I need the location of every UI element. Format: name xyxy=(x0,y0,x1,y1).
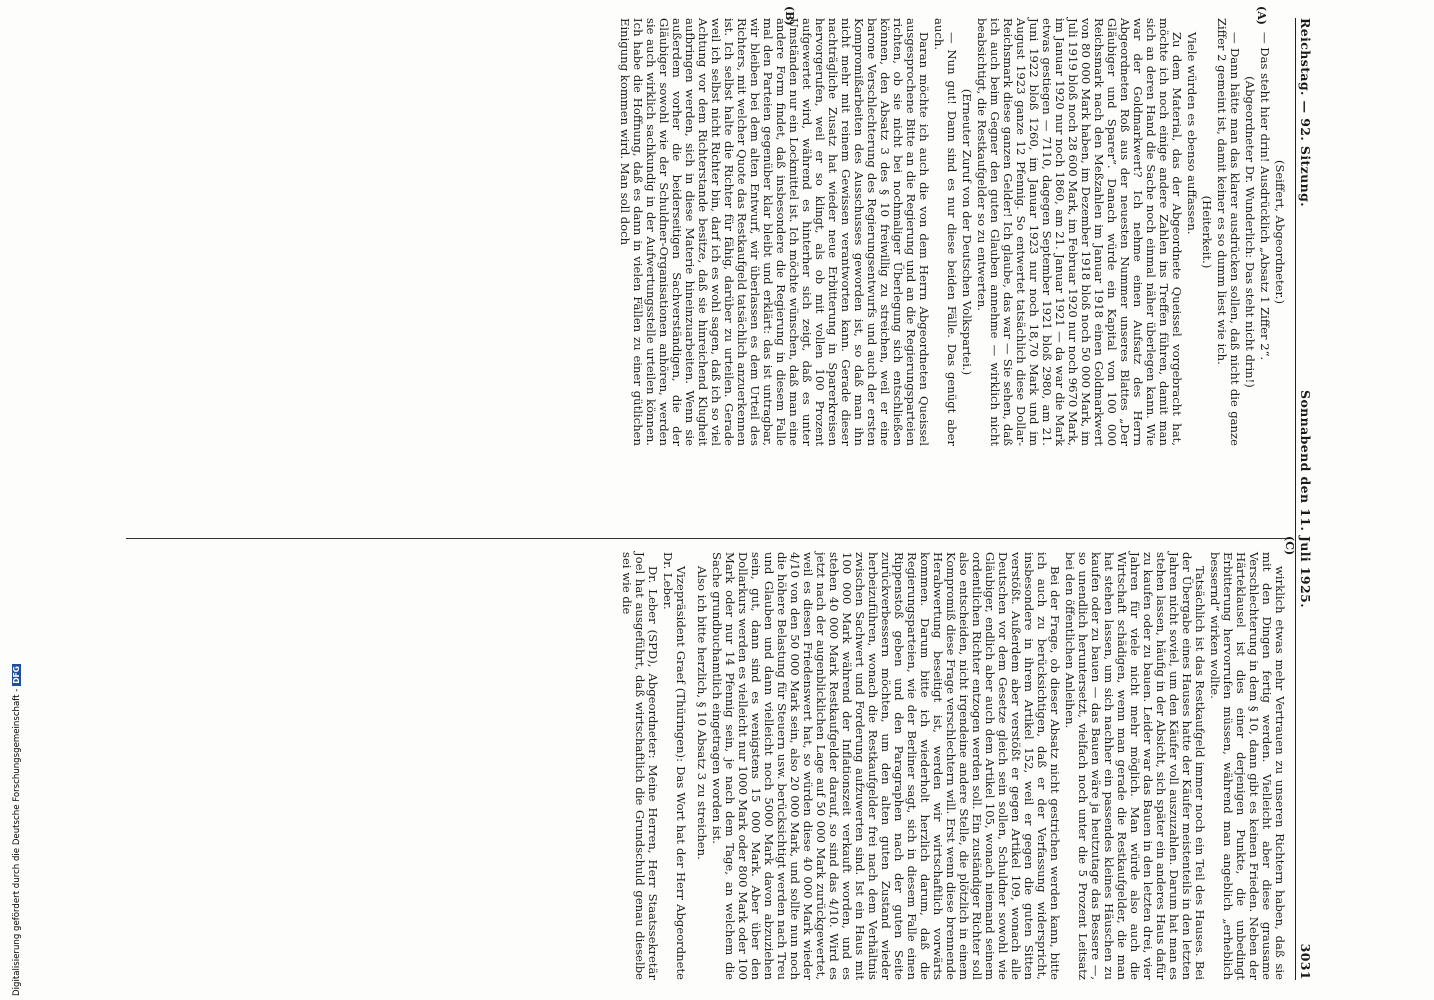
margin-mark-a: (A) xyxy=(1255,6,1268,25)
header-session: Reichstag. — 92. Sitzung. xyxy=(1298,18,1313,208)
paragraph: Bei der Frage, ob dieser Absatz nicht gestrichen werden kann, bitte ich auch zu berücksichtigen, daß er der Verfassung widerspricht, insbesondere in ihrem Artikel 152, weil er gegen die guten Sitten verstößt. Außerdem aber verstößt er gegen Artikel 109, wonach alle Deutschen vor dem Gesetze gleich sein sollen, Schuldner sowohl wie Gläubiger, endlich aber auch dem Artikel 105, wonach niemand seinem ordentlichen Richter entzogen werden soll. Ein zuständiger Richter soll also entscheiden, nicht irgendeine andere Stelle, die plötzlich in einem Kompromiß diese Frage verschlechtern will. Erst wenn diese brennende Herabwertung beseitigt ist, werden wir wirtschaftlich vorwärts kommen. Darum bitte ich wiederholt herzlich darum, daß die Regierungsparteien, wie der Berliner sagt, sich in diesem Falle einen Rippenstoß geben und den Paragraphen nach der guten Seite zurückverbessern möchten, um den alten guten Zustand wieder herbeizuführen, wonach die Restkaufgelder frei nach dem Verhältnis zwischen Sachwert und Forderung aufzuwerten sind. Ist ein Haus mit 100 000 Mark während der Inflationszeit verkauft worden, und es stehen 40 000 Mark Restkaufgelder darauf, so sind das 4/10. Wird es jetzt nach der augenblicklichen Lage auf 50 000 Mark zurückgewertet, weil es diesen Friedenswert hat, so würden diese 40 000 Mark wieder 4/10 von den 50 000 Mark sein, also 20 000 Mark, und sollte nun noch die höhere Belastung für Steuern usw. berücksichtigt werden nach Treu und Glauben und dann vielleicht noch 5000 Mark davon abzuziehen sein, gut, dann sind es wenigstens 15 000 Mark. Aber über den Dollarkurs werden es vielleicht nur 1000 Mark oder 800 Mark oder 100 Mark oder nur 14 Pfennig sein, je nach dem Tage, an welchem die Sache grundbuchamtlich eingetragen worden ist. xyxy=(710,552,1062,980)
paragraph: Viele würden es ebenso auffassen. xyxy=(1185,32,1199,235)
paragraph: Tatsächlich ist das Restkaufgeld immer noch ein Teil des Hauses. Bei der Übergabe eines Hauses hatte der Käufer meistenteils in den letzten Jahren nicht soviel, um den Käufer voll auszuzahlen. Darum hat man es stehen lassen, häufig in der Absicht, sich später ein anderes Haus dafür zu kaufen oder zu bauen. Leider war das Bauen in den letzten drei, vier Jahren für viele nicht mehr möglich. Man würde also auch die Wirtschaft schädigen, wenn man gerade die Restkaufgelder, die man hat stehen lassen, um sich nachher ein passendes kleines Häuschen zu kaufen oder zu bauen — das Bauen wäre ja heutzutage das Bessere —, so unendlich heruntersetzt, vielfach noch unter die 5 Prozent Leitsatz bei den öffentlichen Anleihen. xyxy=(1063,552,1207,980)
paragraph: Also ich bitte herzlich, § 10 Absatz 3 zu streichen. xyxy=(695,566,709,860)
dfg-logo-icon: DFG xyxy=(12,666,21,684)
header-page-number: 3031 xyxy=(1298,943,1313,980)
digitization-credit-strip xyxy=(0,0,22,1000)
interjection: (Erneuter Zuruf von der Deutschen Volkspartei.) xyxy=(960,88,974,376)
page-header xyxy=(1295,18,1312,980)
paragraph: — Dann hätte man das klarer ausdrücken sollen, daß nicht die ganze Ziffer 2 gemeint ist, damit keiner es so dumm liest wie ich. xyxy=(1215,18,1242,446)
paragraph: Daran möchte ich auch die von dem Herrn Abgeordneten Queissel ausgesprochene Bitte an die Regierung und an die Regierungsparteien richten, ob sie nicht bei nochmaliger Überlegung sich entschließen können, den Absatz 3 des § 10 freiwillig zu streichen, weil er eine barone Verschlechterung des Regierungsentwurfs und auch der ersten Kompromißarbeiten des Ausschusses geworden ist, so daß man ihn nicht mehr mit reinem Gewissen verantworten kann. Gerade dieser nachträgliche Zusatz hat wieder neue Erbitterung in Sparerkreisen hervorgerufen, weil er so klingt, als ob mit vollen 100 Prozent aufgewertet wird, während es hinterher sich zeigt, daß es unter Umständen nur ein Lockmittel ist. Ich möchte wünschen, daß man eine andere Form findet, daß insbesondere die Regierung in diesem Falle mal den Parteien gegenüber klar bleibt und erklärt: das ist untragbar, wir bleiben bei dem alten Entwurf, wir überlassen es dem Urteil des Richters, mit welcher Quote das Restkaufgeld tatsächlich anzuerkennen ist. Ich selbst halte die Richter für fähig, darüber zu urteilen. Gerade weil ich selbst nicht Richter bin, darf ich es wohl sagen, daß ich so viel Achtung vor dem Richterstande besitze, daß sie hinreichend Klugheit aufbringen werden, sich in diese Materie hineinzuarbeiten. Wenn sie außerdem vorher die beiderseitigen Sachverständigen, die der Gläubiger sowohl wie der Schuldner-Organisationen anhören, werden sie auch wirklich sachkundig in der Aufwertungsstelle urteilen können. Ich habe die Hoffnung, daß es dann in vielen Fällen zu einer gütlichen Einigung kommen wird. Man soll doch xyxy=(618,18,931,446)
paragraph: wirklich etwas mehr Vertrauen zu unseren Richtern haben, daß sie mit den Dingen fertig werden. Vielleicht aber diese grausame Verschlechterung in dem § 10, dann gibt es keinen Frieden. Neben der Härteklausel ist dies einer derjenigen Punkte, die unbedingt Erbitterung hervorrufen müssen, während man angeblich „erheblich bessernd“ wirken wollte. xyxy=(1208,552,1287,980)
speaker-line: (Seiffert, Abgeordneter.) xyxy=(1273,159,1287,305)
left-column xyxy=(616,18,1286,446)
presiding-note: Vizepräsident Graef (Thüringen): Das Wort hat der Herr Abgeordnete Dr. Leber. xyxy=(661,552,688,980)
credit-text: Digitalisierung gefördert durch die Deutsche Forschungsgemeinschaft - xyxy=(12,688,22,996)
margin-mark-c: (C) xyxy=(1283,536,1296,556)
paragraph: Zu dem Material, das der Abgeordnete Queissel vorgebracht hat, möchte ich noch einige andere Zahlen ins Treffen führen, damit man sich an deren Hand die Sache noch einmal näher überlegen kann. Wie war der Goldmarkwert? Ich nehme einen Aufsatz des Herrn Abgeordneten Roß aus der neuesten Nummer unseres Blattes „Der Gläubiger und Sparer“. Danach würde ein Kapital von 100 000 Reichsmark nach den Meßzahlen im Januar 1918 einen Goldmarkwert von 80 000 Mark haben, im Dezember 1918 bloß noch 50 000 Mark, im Juli 1919 bloß noch 28 600 Mark, im Februar 1920 nur noch 9670 Mark, im Januar 1920 nur noch 1860, am 21. Januar 1921 — da war die Mark etwas gestiegen — 7110, dagegen September 1921 bloß 2980, am 21. Juni 1922 bloß 1260, im Januar 1923 nur noch 18,70 Mark und im August 1923 ganze 12 Pfennig. So entwertet tatsächlich diese Dollar-Reichsmark diese ganzen Gelder! Ich glaube, das war — Sie sehen, daß ich auch beim Gegner den guten Glauben annehme — wirklich nicht beabsichtigt, die Restkaufgelder so zu entwerten. xyxy=(975,18,1184,446)
margin-mark-b: (B) xyxy=(783,6,796,26)
column-divider xyxy=(126,538,1286,539)
paragraph: Dr. Leber (SPD), Abgeordneter: Meine Herren, Herr Staatssekretär Joel hat ausgeführt, daß wirtschaftlich die Grundschuld genau dieselbe sei wie die xyxy=(620,552,660,980)
header-date: Sonnabend den 11. Juli 1925. xyxy=(1298,390,1313,608)
interjection: (Abgeordneter Dr. Wunderlich: Das steht nicht drin!) xyxy=(1243,76,1257,388)
paragraph: — Nun gut! Dann sind es nur diese beiden Fälle. Das genügt aber auch. xyxy=(932,18,959,446)
right-column xyxy=(618,552,1286,980)
rotated-newspaper-page xyxy=(108,0,1326,1000)
interjection: (Heiterkeit.) xyxy=(1200,195,1214,269)
paragraph: — Das steht hier drin! Ausdrücklich „Absatz 1 Ziffer 2“. xyxy=(1258,32,1272,361)
digitization-credit xyxy=(12,664,22,996)
